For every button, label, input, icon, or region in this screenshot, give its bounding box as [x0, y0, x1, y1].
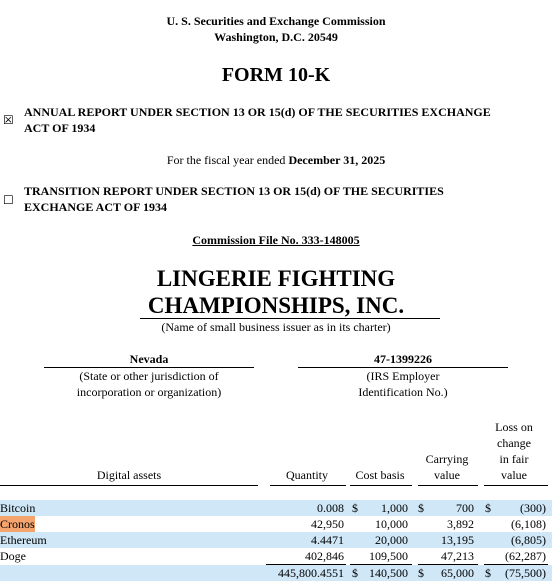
total-cost-currency: $: [352, 566, 358, 580]
total-carrying: 65,000: [441, 566, 474, 580]
company-name-caption: (Name of small business issuer as in its charter): [161, 320, 391, 334]
carrying-currency: $: [418, 501, 424, 515]
cost-cell: 1,000: [381, 501, 408, 515]
cost-cell: 10,000: [375, 517, 408, 531]
loss-currency: $: [485, 501, 491, 515]
cost-currency: $: [352, 501, 358, 515]
annual-report-label-line1: ANNUAL REPORT UNDER SECTION 13 OR 15(d) OF THE SECURITIES EXCHANGE: [24, 105, 491, 119]
loss-cell: (6,108): [511, 517, 546, 531]
header-rule-loss: [484, 485, 548, 486]
table-row: [0, 548, 552, 564]
total-quantity: 445,800.4551: [278, 566, 344, 580]
carrying-cell: 13,195: [441, 533, 474, 547]
commission-file-number: Commission File No. 333-148005: [192, 233, 360, 247]
quantity-cell: 0.008: [317, 501, 344, 515]
header-quantity: Quantity: [286, 468, 328, 482]
total-cost: 140,500: [369, 566, 408, 580]
header-rule-quantity: [270, 485, 346, 486]
asset-name: Doge: [0, 549, 26, 563]
irs-value: 47-1399226: [374, 352, 432, 366]
quantity-cell: 42,950: [311, 517, 344, 531]
table-total-row: [0, 565, 552, 581]
table-row: [0, 500, 552, 516]
total-carrying-currency: $: [418, 566, 424, 580]
state-caption-line1: (State or other jurisdiction of: [79, 369, 219, 383]
header-carrying-2: value: [434, 468, 460, 482]
header-rule-cost: [350, 485, 412, 486]
total-loss-currency: $: [485, 566, 491, 580]
asset-name: Cronos: [0, 517, 35, 531]
agency-name: U. S. Securities and Exchange Commission: [166, 14, 386, 28]
total-loss: (75,500): [505, 566, 546, 580]
form-title: FORM 10-K: [221, 64, 331, 86]
asset-name: Ethereum: [0, 533, 47, 547]
state-caption-line2: incorporation or organization): [76, 385, 222, 399]
loss-cell: (6,805): [511, 533, 546, 547]
header-loss-2: change: [497, 436, 531, 450]
irs-caption-line1: (IRS Employer: [366, 369, 440, 383]
header-loss-1: Loss on: [495, 420, 533, 434]
transition-report-label-line1: TRANSITION REPORT UNDER SECTION 13 OR 15(d) OF THE SECURITIES: [24, 184, 444, 198]
cost-cell: 20,000: [375, 533, 408, 547]
table-row: [0, 516, 552, 532]
cost-cell: 109,500: [369, 549, 408, 563]
loss-cell: (62,287): [505, 549, 546, 563]
header-digital-assets: Digital assets: [96, 468, 162, 482]
transition-report-label-line2: EXCHANGE ACT OF 1934: [24, 200, 168, 214]
carrying-cell: 3,892: [447, 517, 474, 531]
fiscal-year-line: [0, 152, 552, 168]
table-row: [0, 532, 552, 548]
agency-location: Washington, D.C. 20549: [214, 30, 338, 44]
state-value: Nevada: [129, 352, 169, 366]
fiscal-year-prefix: For the fiscal year ended: [166, 153, 289, 167]
company-name-line2: CHAMPIONSHIPS, INC.: [147, 293, 405, 318]
header-loss-3: in fair: [499, 452, 529, 466]
header-rule-asset: [0, 485, 258, 486]
header-cost-basis: Cost basis: [355, 468, 405, 482]
loss-cell: (300): [520, 501, 546, 515]
header-carrying-1: Carrying: [425, 452, 469, 466]
company-name-line1: LINGERIE FIGHTING: [156, 266, 396, 291]
asset-name: Bitcoin: [0, 501, 36, 515]
quantity-cell: 4.4471: [311, 533, 344, 547]
carrying-cell: 700: [456, 501, 474, 515]
fiscal-year-date: December 31, 2025: [288, 153, 386, 167]
annual-report-checkbox[interactable]: ☒: [3, 113, 14, 127]
irs-caption-line2: Identification No.): [358, 385, 448, 399]
transition-report-checkbox[interactable]: ☐: [3, 193, 14, 207]
header-loss-4: value: [501, 468, 527, 482]
quantity-cell: 402,846: [305, 549, 344, 563]
carrying-cell: 47,213: [441, 549, 474, 563]
annual-report-label-line2: ACT OF 1934: [24, 121, 96, 135]
header-rule-carrying: [418, 485, 478, 486]
